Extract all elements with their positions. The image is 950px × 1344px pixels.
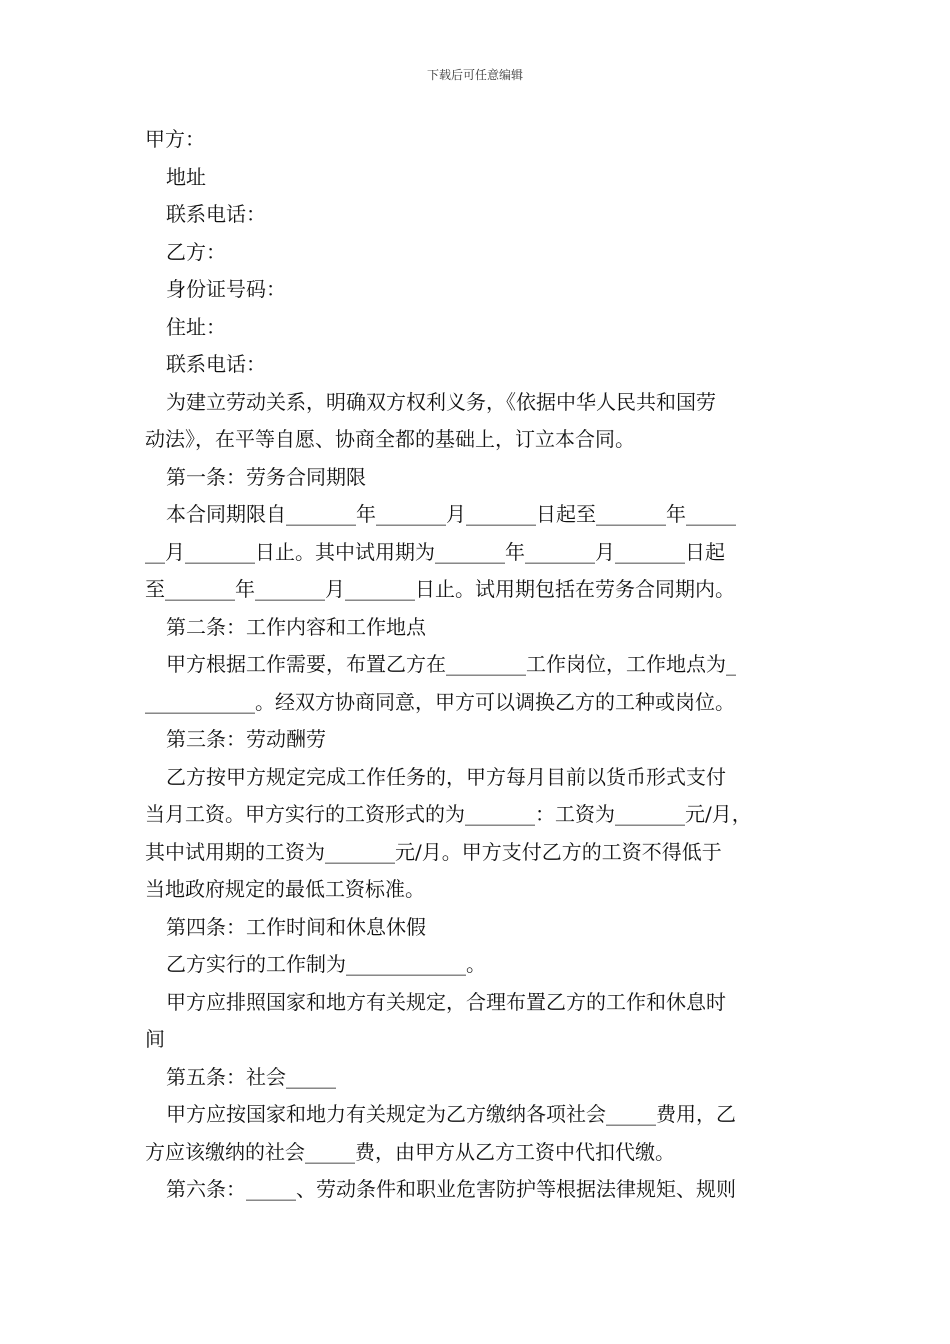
contract-line: 身份证号码： — [166, 277, 286, 301]
contract-line: 本合同期限自_______年_______月_______日起至_______年_____ — [166, 502, 736, 526]
contract-line: 甲方根据工作需要，布置乙方在________工作岗位，工作地点为_ — [166, 652, 736, 676]
contract-body — [145, 121, 815, 1209]
contract-line: 方应该缴纳的社会_____费，由甲方从乙方工资中代扣代缴。 — [145, 1139, 675, 1164]
contract-line: 第五条：社会_____ — [166, 1064, 336, 1089]
contract-line: 当月工资。甲方实行的工资形式的为_______：工资为_______元/月， — [145, 802, 752, 826]
contract-line: 乙方按甲方规定完成工作任务的，甲方每月目前以货币形式支付 — [166, 764, 726, 789]
contract-line: 动法》，在平等自愿、协商全都的基础上，订立本合同。 — [145, 427, 635, 451]
contract-line: 甲方应排照国家和地方有关规定，合理布置乙方的工作和休息时 — [166, 989, 726, 1014]
contract-line: 第三条：劳动酬劳 — [166, 727, 326, 751]
contract-line: 其中试用期的工资为_______元/月。甲方支付乙方的工资不得低于 — [145, 839, 722, 864]
contract-line: 第六条：_____、劳动条件和职业危害防护等根据法律规矩、规则 — [166, 1177, 736, 1201]
contract-line: 当地政府规定的最低工资标准。 — [145, 877, 425, 901]
contract-line: 为建立劳动关系，明确双方权利义务，《依据中华人民共和国劳 — [166, 389, 716, 414]
contract-line: 联系电话： — [166, 202, 266, 226]
contract-line: 乙方： — [166, 239, 226, 264]
contract-line: 联系电话： — [166, 352, 266, 376]
contract-line: 第二条：工作内容和工作地点 — [166, 614, 426, 639]
contract-line: __月_______日止。其中试用期为_______年_______月_______日起 — [145, 539, 725, 564]
contract-line: 地址 — [166, 164, 206, 189]
contract-line: 甲方： — [145, 127, 205, 151]
contract-line: 第一条：劳务合同期限 — [166, 464, 366, 489]
contract-line: ___________。经双方协商同意，甲方可以调换乙方的工种或岗位。 — [145, 689, 735, 714]
contract-line: 乙方实行的工作制为____________。 — [166, 952, 486, 976]
contract-line: 住址： — [166, 314, 226, 339]
contract-line: 至_______年_______月_______日止。试用期包括在劳务合同期内。 — [145, 577, 735, 601]
contract-line: 甲方应按国家和地力有关规定为乙方缴纳各项社会_____费用，乙 — [166, 1102, 736, 1126]
page-header: 下载后可任意编辑 — [426, 68, 523, 82]
contract-line: 间 — [145, 1027, 165, 1051]
contract-line: 第四条：工作时间和休息休假 — [166, 914, 426, 939]
